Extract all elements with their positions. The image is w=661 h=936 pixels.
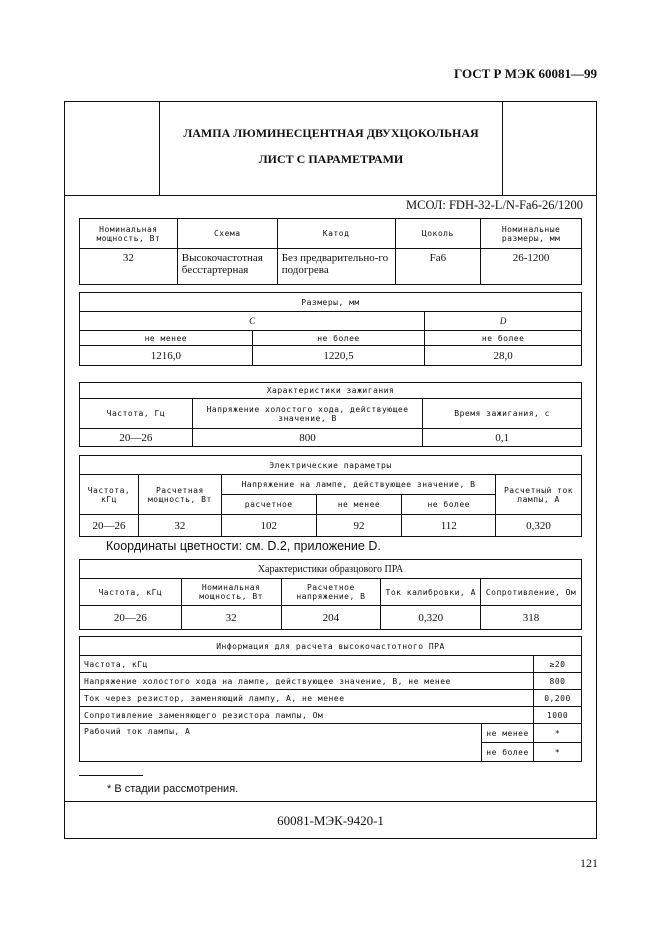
sheet-title: ЛАМПА ЛЮМИНЕСЦЕНТНАЯ ДВУХЦОКОЛЬНАЯ [183,126,479,140]
group-c: C [80,312,425,331]
group-d: D [425,312,582,331]
header-el-voltage: Напряжение на лампе, действующее значение, В [221,475,495,495]
electrical-title: Электрические параметры [80,456,582,475]
title-block [65,102,596,196]
ignition-table [79,382,582,447]
reference-ballast-table [79,559,582,630]
sub-c-max: не более [252,331,425,346]
electrical-table [79,455,582,537]
hf-current-label: Рабочий ток лампы, А [80,724,482,762]
cell-el-rated: 102 [221,515,316,537]
dimensions-table [79,292,582,366]
sub-el-rated: расчетное [221,495,316,515]
dimensions-title: Размеры, мм [80,293,582,312]
title-divider-left [159,102,160,195]
cell-el-current: 0,320 [496,515,582,537]
header-el-frequency: Частота, кГц [80,475,139,515]
header-cathode: Катод [277,219,395,249]
hf-row-label: Ток через резистор, заменяющий лампу, А, не менее [80,690,534,707]
hf-row-label: Сопротивление заменяющего резистора лампы, Ом [80,707,534,724]
cell-rb-voltage: 204 [281,606,381,630]
footnote-rule [79,775,143,776]
header-rb-voltage: Расчетное напряжение, В [281,579,381,606]
cell-rb-frequency: 20—26 [80,606,182,630]
cell-rb-calibration: 0,320 [381,606,481,630]
hf-row-label: Напряжение холостого хода на лампе, действующее значение, В, не менее [80,673,534,690]
hf-row-value: 0,200 [534,690,582,707]
hf-row-label: Частота, кГц [80,656,534,673]
cell-c-min: 1216,0 [80,346,253,366]
cell-frequency: 20—26 [80,429,193,447]
header-base: Цоколь [395,219,481,249]
sub-el-min: не менее [316,495,402,515]
sheet-code: 60081-МЭК-9420-1 [277,813,384,828]
standard-number: ГОСТ Р МЭК 60081—99 [454,66,597,81]
ignition-title: Характеристики зажигания [80,383,582,399]
hf-current-max-label: не более [482,743,534,762]
sheet-subtitle: ЛИСТ С ПАРАМЕТРАМИ [258,152,404,166]
header-el-current: Расчетный ток лампы, А [496,475,582,515]
lamp-main-table [79,218,582,285]
reference-ballast-title: Характеристики образцового ПРА [80,560,582,579]
header-dimensions: Номинальные размеры, мм [481,219,582,249]
cell-el-power: 32 [138,515,221,537]
cell-power: 32 [80,249,178,285]
cell-el-min: 92 [316,515,402,537]
header-rb-frequency: Частота, кГц [80,579,182,606]
cell-scheme: Высокочастотная бесстартерная [177,249,277,285]
hf-row-value: 800 [534,673,582,690]
header-el-power: Расчетная мощность, Вт [138,475,221,515]
hf-current-min-label: не менее [482,724,534,743]
cell-cathode: Без предварительно-го подогрева [277,249,395,285]
header-rb-power: Номинальная мощность, Вт [181,579,281,606]
sub-c-min: не менее [80,331,253,346]
lamp-designation: МСОЛ: FDH-32-L/N-Fa6-26/1200 [406,198,583,212]
title-divider-right [502,102,503,195]
header-rb-resistance: Сопротивление, Ом [481,579,582,606]
hf-ballast-table [79,636,582,762]
page-number: 121 [580,856,598,870]
cell-rb-resistance: 318 [481,606,582,630]
cell-rb-power: 32 [181,606,281,630]
sub-d-max: не более [425,331,582,346]
hf-current-min-value: * [534,724,582,743]
hf-row-value: ≥20 [534,656,582,673]
hf-current-max-value: * [534,743,582,762]
cell-el-frequency: 20—26 [80,515,139,537]
header-frequency: Частота, Гц [80,399,193,429]
header-rb-calibration: Ток калибровки, А [381,579,481,606]
chromaticity-note: Координаты цветности: см. D.2, приложение D. [106,539,381,553]
cell-d-max: 28,0 [425,346,582,366]
sheet-footer [65,801,596,838]
cell-c-max: 1220,5 [252,346,425,366]
cell-el-max: 112 [402,515,496,537]
header-scheme: Схема [177,219,277,249]
header-ignition-time: Время зажигания, с [423,399,582,429]
header-power: Номинальная мощность, Вт [80,219,178,249]
header-open-voltage: Напряжение холостого хода, действующее значение, В [192,399,422,429]
footnote: * В стадии рассмотрения. [107,783,239,795]
cell-base: Fa6 [395,249,481,285]
sub-el-max: не более [402,495,496,515]
hf-ballast-title: Информация для расчета высокочастотного ПРА [80,637,582,656]
cell-ignition-time: 0,1 [423,429,582,447]
hf-row-value: 1000 [534,707,582,724]
cell-open-voltage: 800 [192,429,422,447]
cell-dimensions: 26-1200 [481,249,582,285]
